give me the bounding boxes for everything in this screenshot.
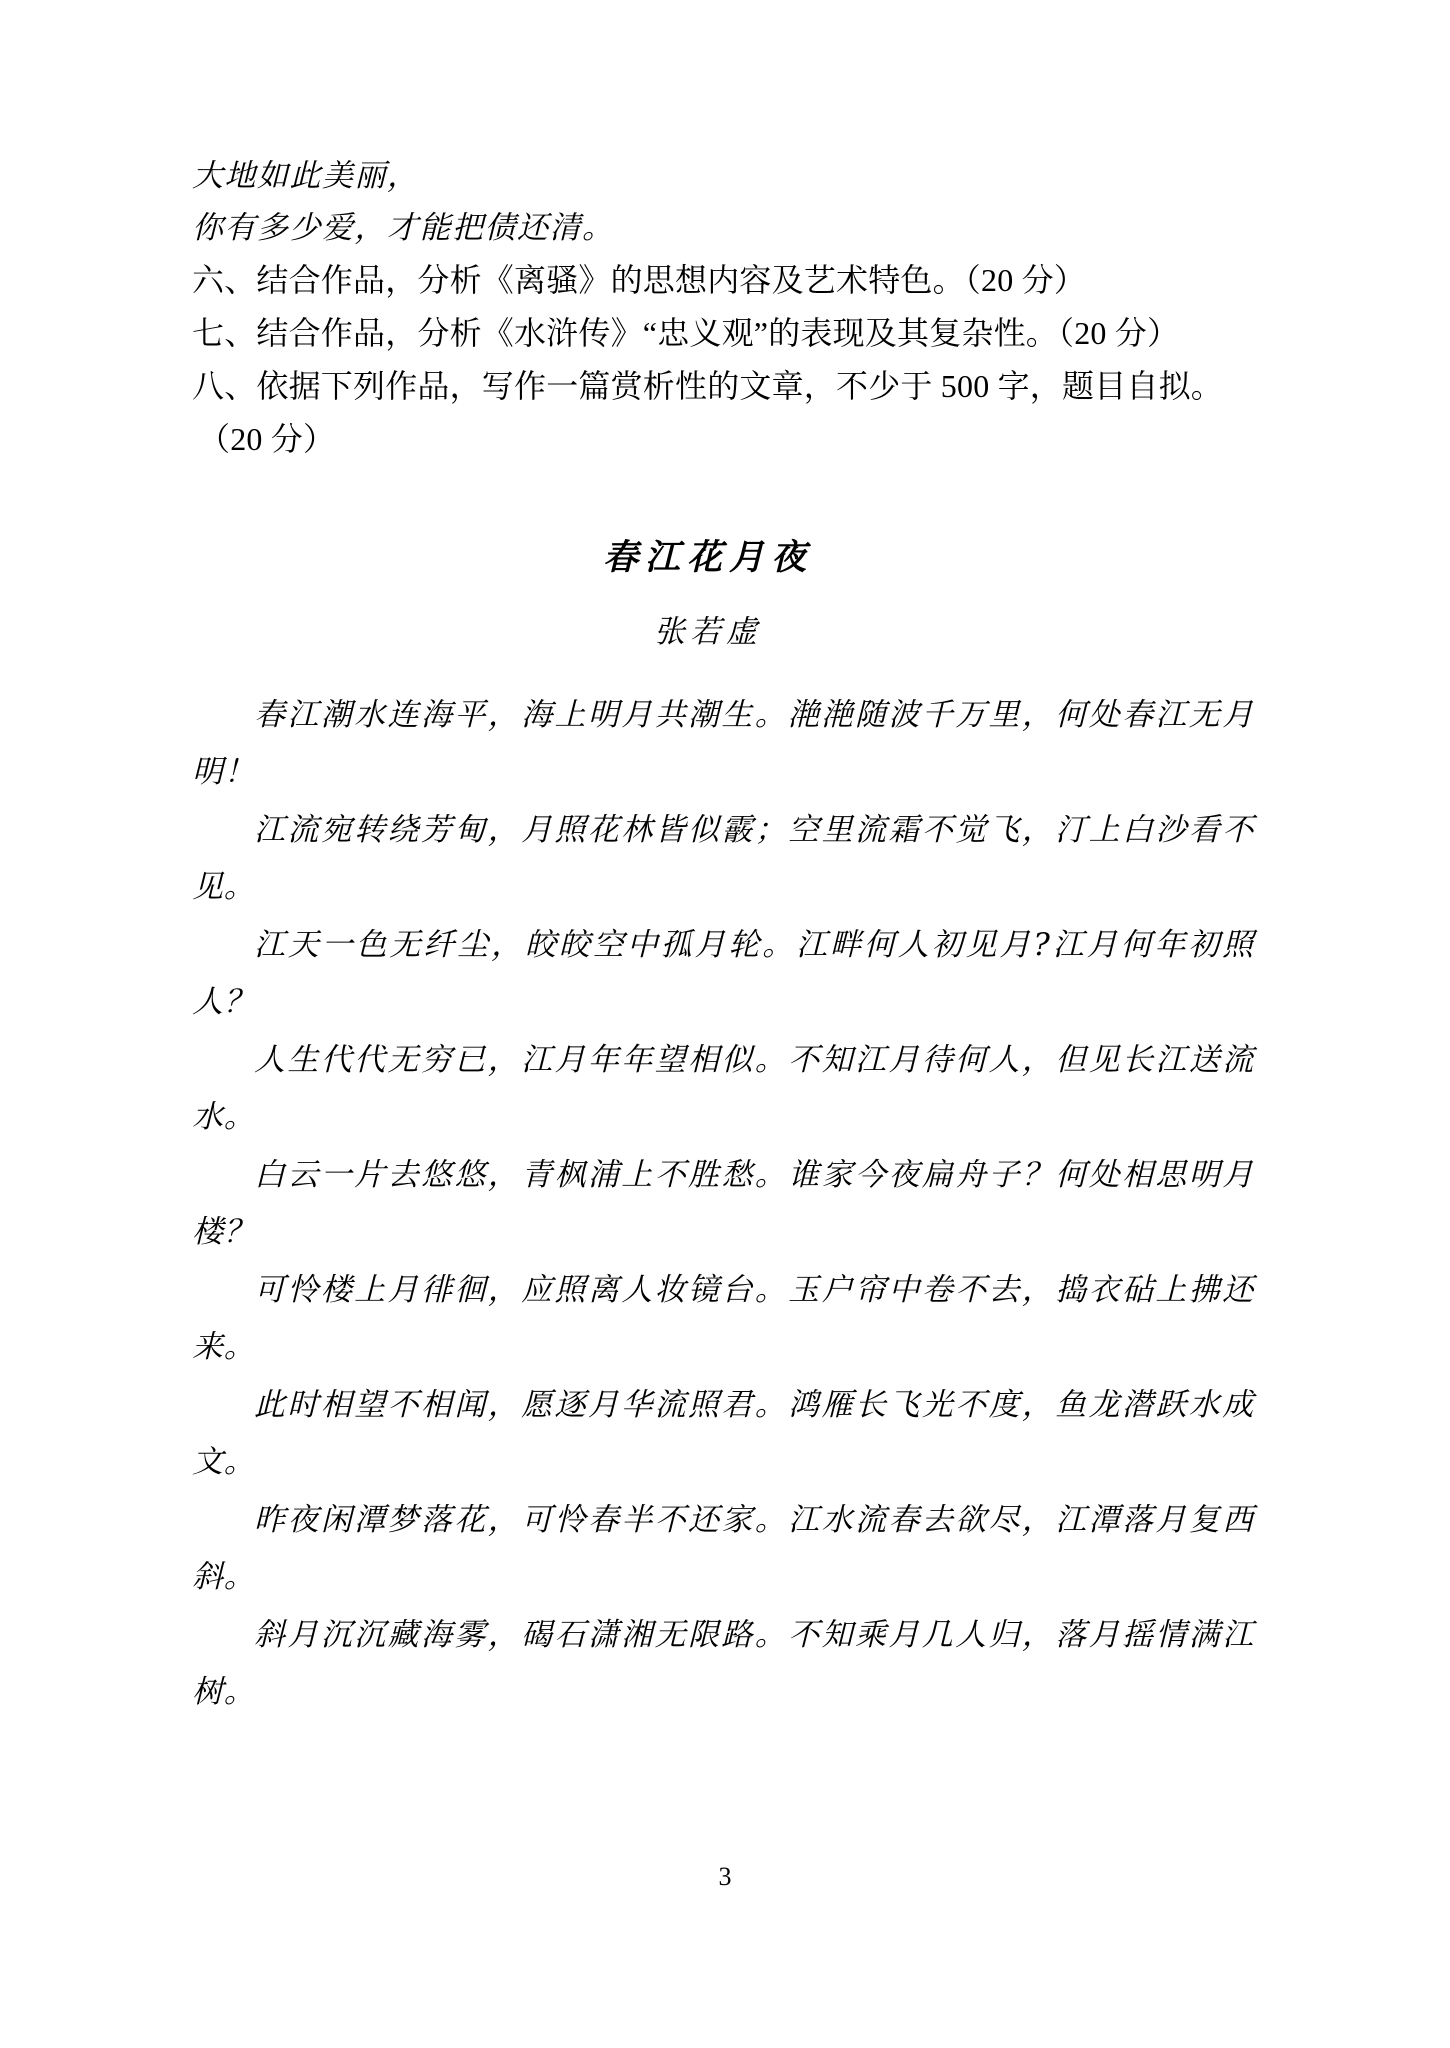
poem-stanza: 江天一色无纤尘，皎皎空中孤月轮。江畔何人初见月?江月何年初照人？ — [192, 927, 1254, 1020]
page-number: 3 — [718, 1862, 732, 1891]
poem-fragment-block — [192, 150, 1254, 254]
poem-author: 张若虚 — [654, 614, 762, 650]
question-item-7: 七、结合作品，分析《水浒传》“忠义观”的表现及其复杂性。（20 分） — [192, 315, 1180, 351]
poem-fragment-line-1: 大地如此美丽， — [192, 158, 420, 194]
page-content — [192, 150, 1254, 1721]
poem-title: 春江花月夜 — [602, 537, 813, 578]
question-item-8-continuation: （20 分） — [198, 421, 336, 457]
poem-stanza: 可怜楼上月徘徊，应照离人妆镜台。玉户帘中卷不去，捣衣砧上拂还来。 — [192, 1272, 1254, 1365]
poem-fragment-line-2: 你有多少爱，才能把债还清。 — [192, 210, 615, 246]
poem-stanza: 春江潮水连海平，海上明月共潮生。滟滟随波千万里，何处春江无月明！ — [192, 697, 1254, 790]
poem-stanza: 昨夜闲潭梦落花，可怜春半不还家。江水流春去欲尽，江潭落月复西斜。 — [192, 1502, 1254, 1595]
poem-stanza: 江流宛转绕芳甸，月照花林皆似霰；空里流霜不觉飞，汀上白沙看不见。 — [192, 812, 1254, 905]
question-item-6: 六、结合作品，分析《离骚》的思想内容及艺术特色。（20 分） — [192, 262, 1087, 298]
poem-stanza: 白云一片去悠悠，青枫浦上不胜愁。谁家今夜扁舟子？何处相思明月楼？ — [192, 1157, 1254, 1250]
spacer-before-poem — [192, 466, 1254, 530]
poem-stanza: 人生代代无穷已，江月年年望相似。不知江月待何人，但见长江送流水。 — [192, 1042, 1254, 1135]
poem-body — [192, 687, 1254, 1721]
poem-stanza: 此时相望不相闻，愿逐月华流照君。鸿雁长飞光不度，鱼龙潜跃水成文。 — [192, 1387, 1254, 1480]
spacer-after-author — [192, 651, 1254, 687]
poem-stanza: 斜月沉沉藏海雾，碣石潇湘无限路。不知乘月几人归，落月摇情满江树。 — [192, 1617, 1254, 1710]
question-list — [192, 254, 1254, 466]
question-item-8: 八、依据下列作品，写作一篇赏析性的文章，不少于 500 字，题目自拟。 — [192, 368, 1224, 404]
poem-block — [192, 530, 1254, 1721]
